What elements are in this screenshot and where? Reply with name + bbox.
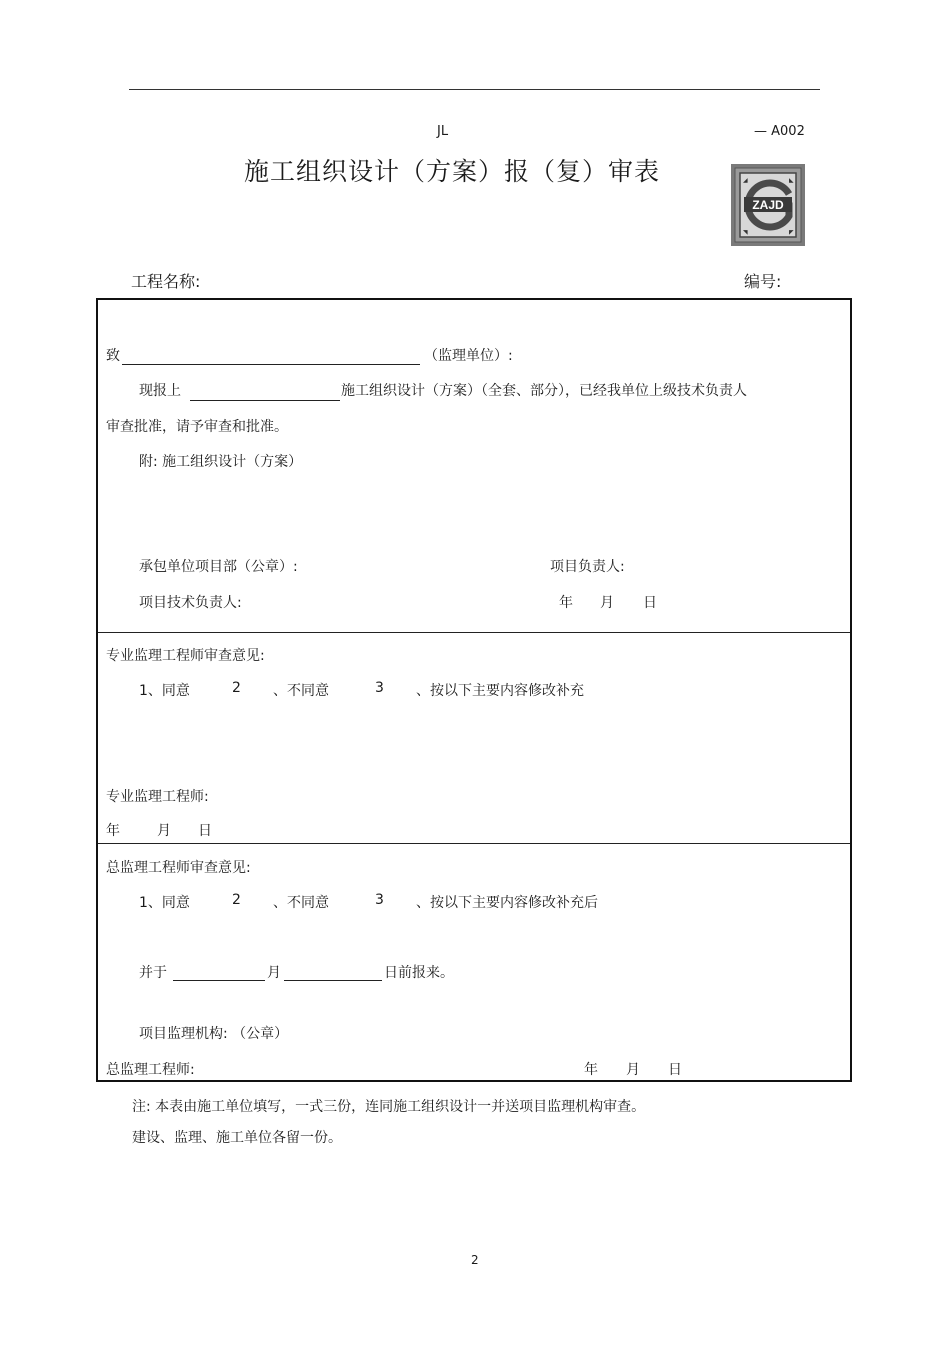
option-disagree[interactable]: 、不同意 xyxy=(273,683,329,699)
date-day: 日 xyxy=(668,1062,682,1078)
option-agree[interactable]: 1、同意 xyxy=(139,683,190,699)
org-seal-label: 项目监理机构: （公章） xyxy=(139,1026,289,1042)
chief-signer-label: 总监理工程师: xyxy=(106,1062,195,1078)
deadline-prefix: 并于 xyxy=(139,965,167,981)
report-prefix: 现报上 xyxy=(139,383,181,399)
section-divider xyxy=(98,843,850,844)
section-divider xyxy=(98,632,850,633)
note-line-2: 建设、监理、施工单位各留一份。 xyxy=(132,1130,342,1146)
logo-graphic xyxy=(731,164,805,246)
date-year: 年 xyxy=(106,823,120,839)
deadline-day-blank[interactable] xyxy=(284,980,382,981)
option-2-number: 2 xyxy=(232,892,241,908)
svg-text:◥: ◥ xyxy=(743,230,748,236)
svg-text:◤: ◤ xyxy=(789,230,794,236)
project-manager-label: 项目负责人: xyxy=(550,559,625,575)
option-3-number: 3 xyxy=(375,892,384,908)
tech-manager-label: 项目技术负责人: xyxy=(139,595,242,611)
date-day: 日 xyxy=(198,823,212,839)
supervisor-unit-blank[interactable] xyxy=(122,364,420,365)
page-title: 施工组织设计（方案）报（复）审表 xyxy=(244,157,661,186)
to-prefix: 致 xyxy=(106,348,120,364)
deadline-suffix: 日前报来。 xyxy=(384,965,454,981)
option-2-number: 2 xyxy=(232,680,241,696)
project-blank[interactable] xyxy=(190,400,340,401)
date-year: 年 xyxy=(559,595,573,611)
form-code-number: — A002 xyxy=(754,124,805,139)
note-line-1: 注: 本表由施工单位填写，一式三份，连同施工组织设计一并送项目监理机构审查。 xyxy=(132,1099,646,1115)
option-3-number: 3 xyxy=(375,680,384,696)
date-year: 年 xyxy=(584,1062,598,1078)
svg-text:◢: ◢ xyxy=(743,178,748,184)
report-line2: 审查批准，请予审查和批准。 xyxy=(106,419,288,435)
report-suffix: 施工组织设计（方案）（全套、部分），已经我单位上级技术负责人 xyxy=(341,383,747,399)
serial-number-label: 编号: xyxy=(744,272,782,291)
chief-opinion-heading: 总监理工程师审查意见: xyxy=(106,860,251,876)
svg-text:◣: ◣ xyxy=(789,178,794,184)
specialist-opinion-heading: 专业监理工程师审查意见: xyxy=(106,648,265,664)
project-name-label: 工程名称: xyxy=(131,272,201,291)
logo-text: ZAJD xyxy=(752,198,784,212)
deadline-month-blank[interactable] xyxy=(173,980,265,981)
form-code-prefix: JL xyxy=(437,124,449,139)
deadline-month: 月 xyxy=(267,965,281,981)
attachment-label: 附: 施工组织设计（方案） xyxy=(139,454,303,470)
date-month: 月 xyxy=(157,823,171,839)
specialist-signer-label: 专业监理工程师: xyxy=(106,789,209,805)
company-logo xyxy=(731,164,805,246)
date-month: 月 xyxy=(626,1062,640,1078)
contractor-seal-label: 承包单位项目部（公章）: xyxy=(139,559,298,575)
option-agree[interactable]: 1、同意 xyxy=(139,895,190,911)
option-revise[interactable]: 、按以下主要内容修改补充后 xyxy=(416,895,598,911)
date-day: 日 xyxy=(643,595,657,611)
top-rule xyxy=(129,89,820,90)
date-month: 月 xyxy=(600,595,614,611)
to-suffix: （监理单位）: xyxy=(424,348,513,364)
page-number: 2 xyxy=(471,1253,479,1267)
option-revise[interactable]: 、按以下主要内容修改补充 xyxy=(416,683,584,699)
option-disagree[interactable]: 、不同意 xyxy=(273,895,329,911)
